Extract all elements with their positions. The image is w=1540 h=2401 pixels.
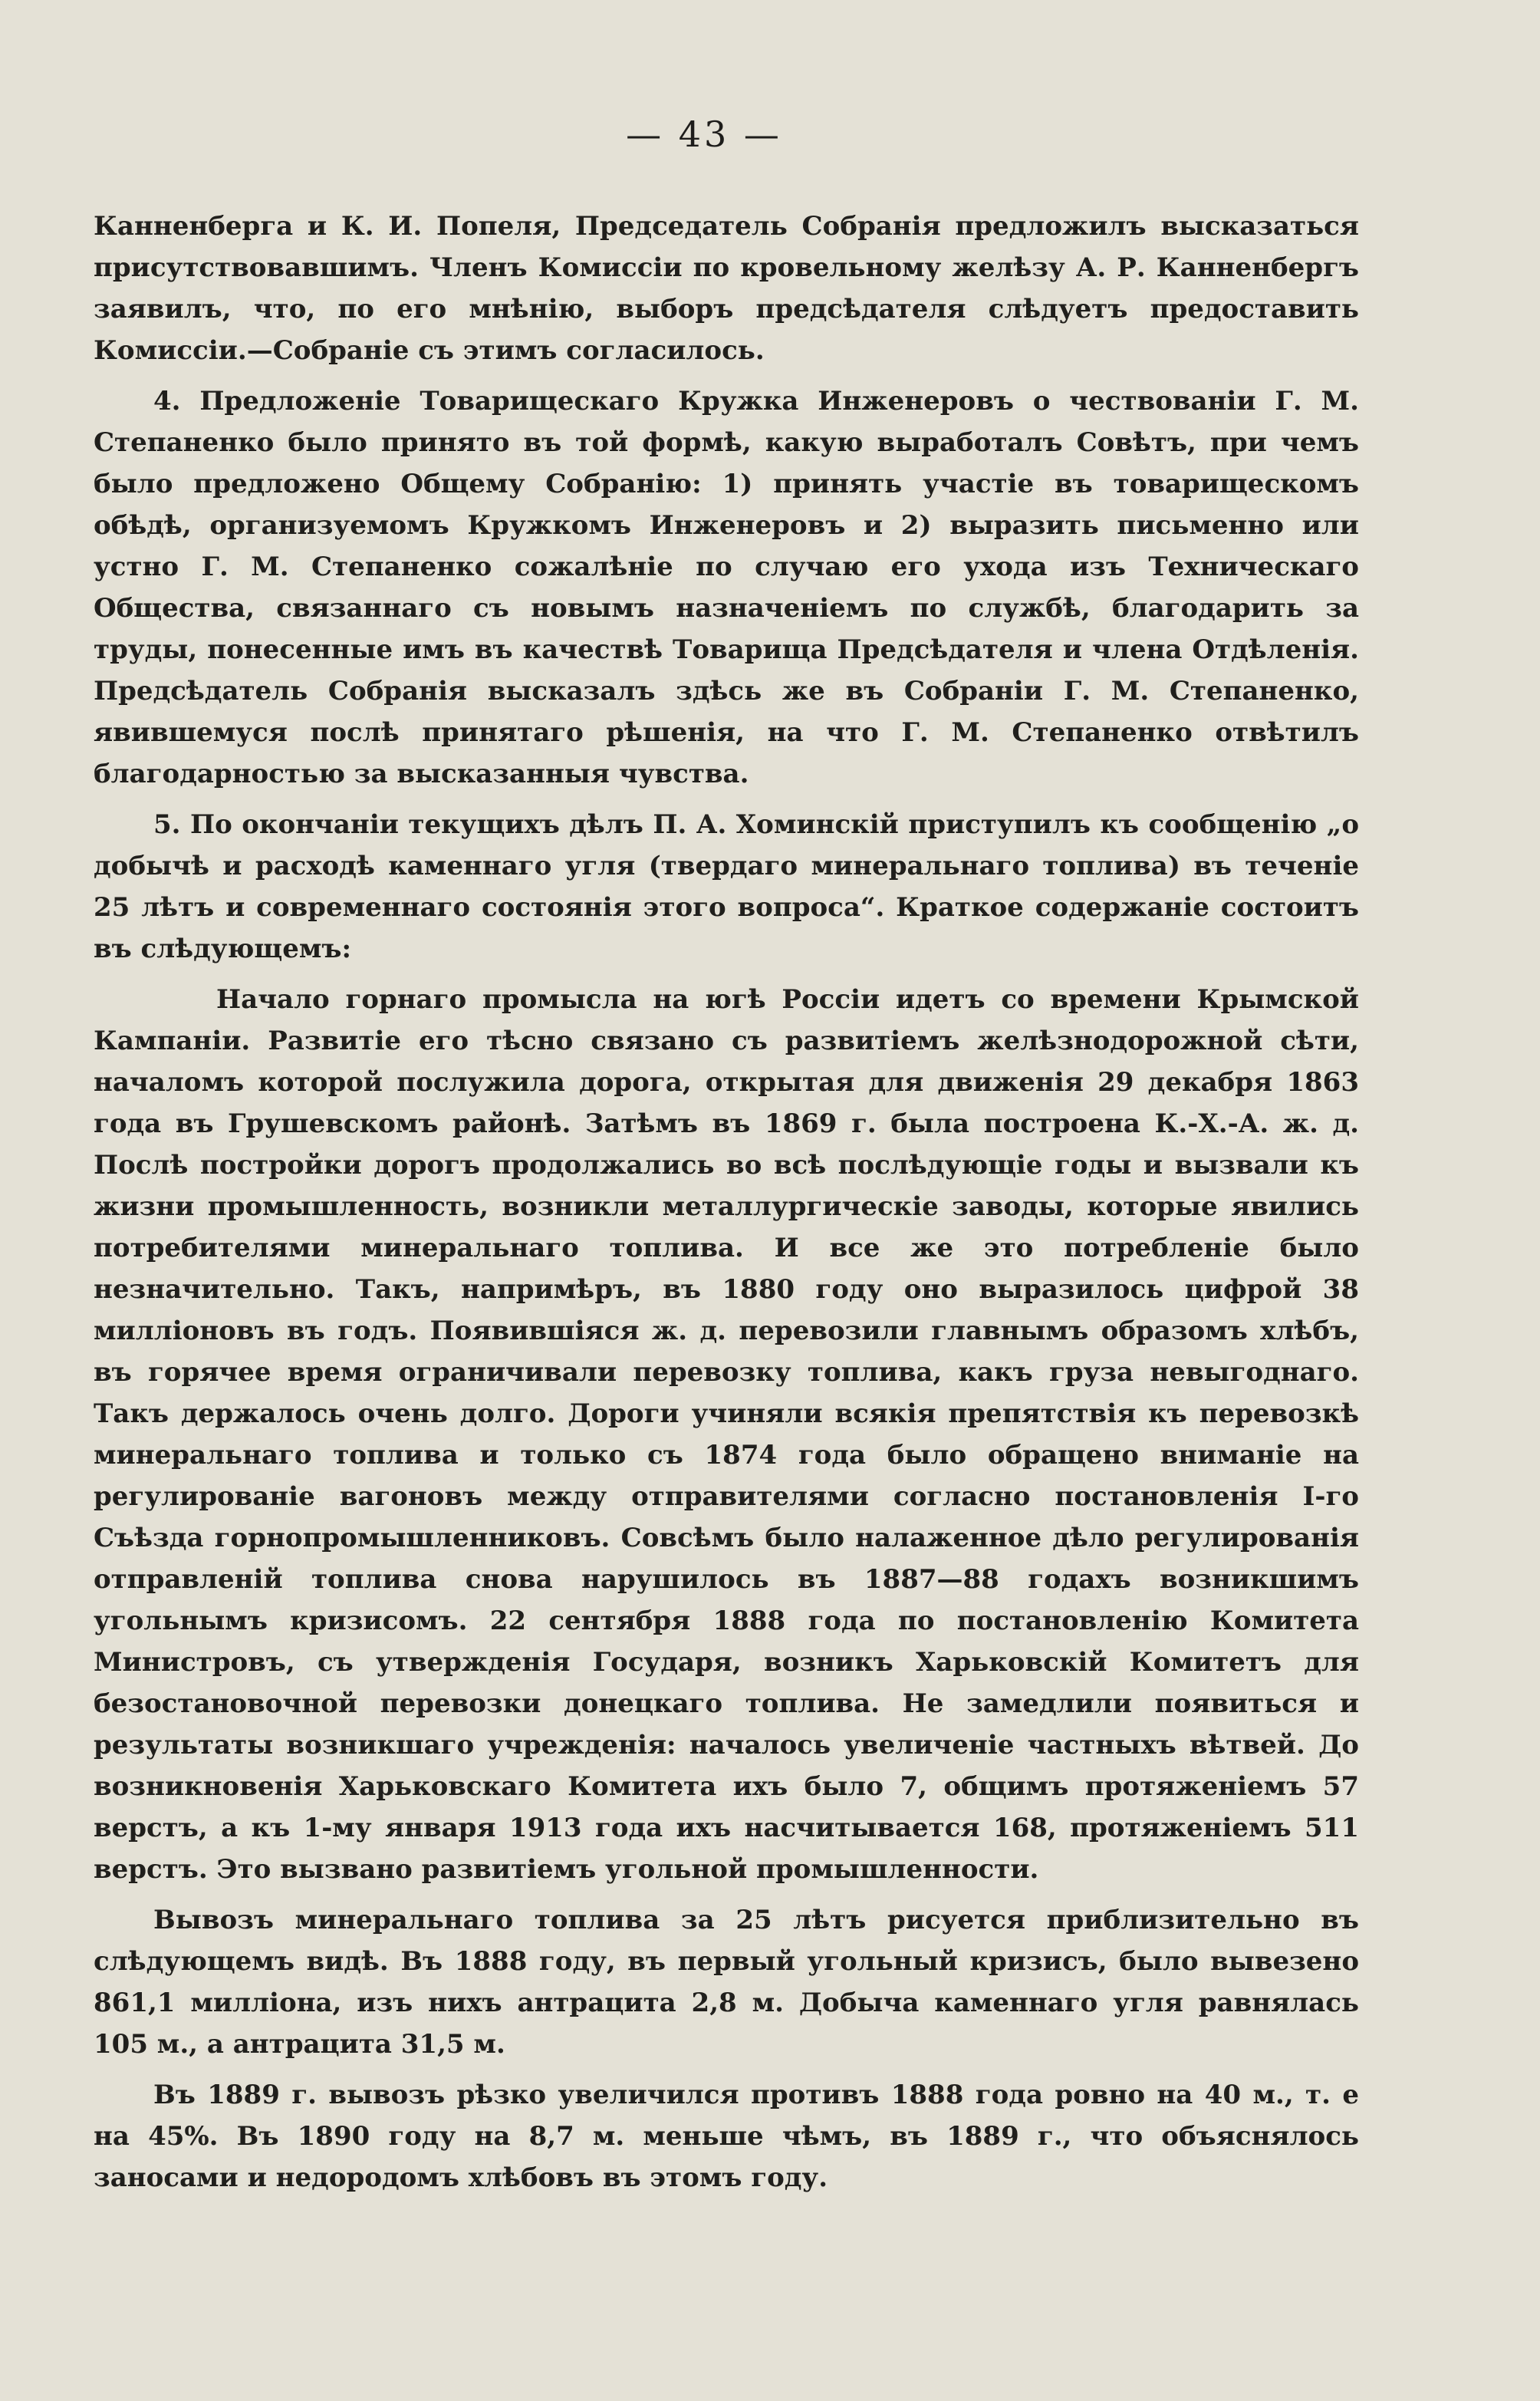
paragraph-export-1888: Вывозъ минеральнаго топлива за 25 лѣтъ рисуется приблизительно въ слѣдующемъ видѣ. Въ 1888 году, въ первый угольный кризисъ, было вывезено 861,1 милліона, изъ нихъ антрацита 2,8 м. Добыча каменнаго угля равнялась 105 м., а антрацита 31,5 м. <box>94 1905 1359 2060</box>
paragraph-export-1889: Въ 1889 г. вывозъ рѣзко увеличился противъ 1888 года ровно на 40 м., т. е на 45%. Въ 1890 году на 8,7 м. меньше чѣмъ, въ 1889 г., что объяснялось заносами и недородомъ хлѣбовъ въ этомъ году. <box>94 2080 1359 2193</box>
body-text <box>94 206 1359 2208</box>
paragraph-report-history: Начало горнаго промысла на югѣ Россіи идетъ со времени Крымской Кампаніи. Развитіе его тѣсно связано съ развитіемъ желѣзнодорожной сѣти, началомъ которой послужила дорога, открытая для движенія 29 декабря 1863 года въ Грушевскомъ районѣ. Затѣмъ въ 1869 г. была построена К.-Х.-А. ж. д. Послѣ постройки дорогъ продолжались во всѣ послѣдующіе годы и вызвали къ жизни промышленность, возникли металлургическіе заводы, которые явились потребителями минеральнаго топлива. И все же это потребленіе было незначительно. Такъ, напримѣръ, въ 1880 году оно выразилось цифрой 38 милліоновъ въ годъ. Появившіяся ж. д. перевозили главнымъ образомъ хлѣбъ, въ горячее время ограничивали перевозку топлива, какъ груза невыгоднаго. Такъ держалось очень долго. Дороги учиняли всякія препятствія къ перевозкѣ минеральнаго топлива и только съ 1874 года было обращено вниманіе на регулированіе вагоновъ между отправителями согласно постановленія І-го Съѣзда горнопромышленниковъ. Совсѣмъ было налаженное дѣло регулированія отправленій топлива снова нарушилось въ 1887—88 годахъ возникшимъ угольнымъ кризисомъ. 22 сентября 1888 года по постановленію Комитета Министровъ, съ утвержденія Государя, возникъ Харьковскій Комитетъ для безостановочной перевозки донецкаго топлива. Не замедлили появиться и результаты возникшаго учрежденія: началось увеличеніе частныхъ вѣтвей. До возникновенія Харьковскаго Комитета ихъ было 7, общимъ протяженіемъ 57 верстъ, а къ 1-му января 1913 года ихъ насчитывается 168, протяженіемъ 511 верстъ. Это вызвано развитіемъ угольной промышленности. <box>94 984 1359 1885</box>
paragraph-item-5: 5. По окончаніи текущихъ дѣлъ П. А. Хоминскій приступилъ къ сообщенію „о добычѣ и расходѣ каменнаго угля (твердаго минеральнаго топлива) въ теченіе 25 лѣтъ и современнаго состоянія этого вопроса“. Краткое содержаніе состоитъ въ слѣдующемъ: <box>94 809 1359 964</box>
page-number: — 43 — <box>626 114 782 155</box>
paragraph-item-4: 4. Предложеніе Товарищескаго Кружка Инженеровъ о чествованіи Г. М. Степаненко было принято въ той формѣ, какую выработалъ Совѣтъ, при чемъ было предложено Общему Собранію: 1) принять участіе въ товарищескомъ обѣдѣ, организуемомъ Кружкомъ Инженеровъ и 2) выразить письменно или устно Г. М. Степаненко сожалѣніе по случаю его ухода изъ Техническаго Общества, связаннаго съ новымъ назначеніемъ по службѣ, благодарить за труды, понесенные имъ въ качествѣ Товарища Предсѣдателя и члена Отдѣленія. Предсѣдатель Собранія высказалъ здѣсь же въ Собраніи Г. М. Степаненко, явившемуся послѣ принятаго рѣшенія, на что Г. М. Степаненко отвѣтилъ благодарностью за высказанныя чувства. <box>94 386 1359 789</box>
paragraph-continuation: Канненберга и К. И. Попеля, Председатель Собранія предложилъ высказаться присутствовавшимъ. Членъ Комиссіи по кровельному желѣзу А. Р. Канненбергъ заявилъ, что, по его мнѣнію, выборъ предсѣдателя слѣдуетъ предоставить Комиссіи.—Собраніе съ этимъ согласилось. <box>94 211 1359 366</box>
